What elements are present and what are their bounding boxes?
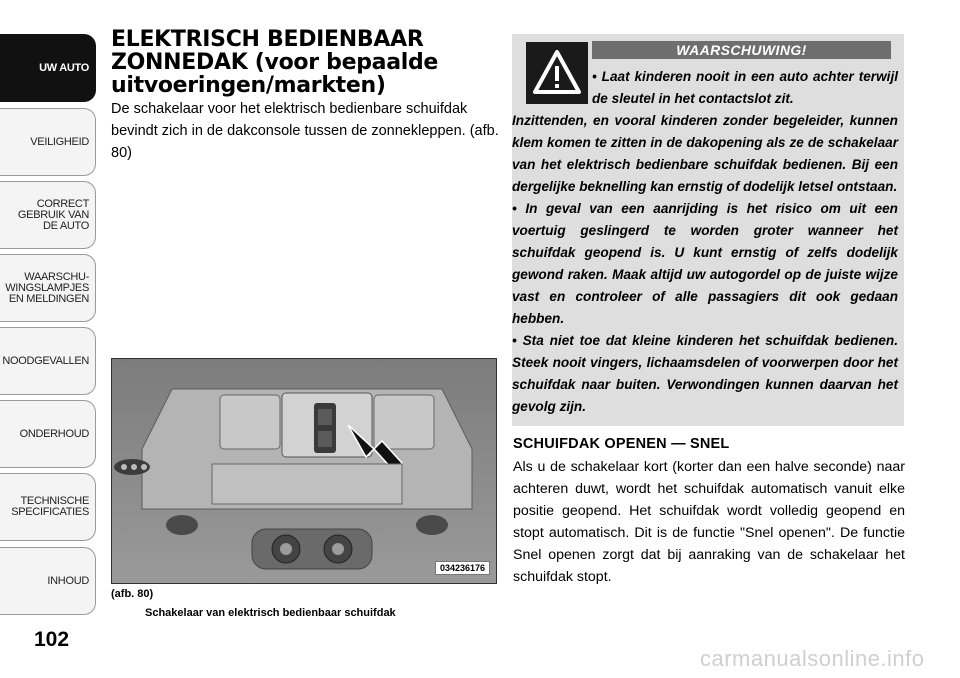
subsection-body: Als u de schakelaar kort (korter dan een halve seconde) naar achteren duwt, wordt het schuifdak automatisch vanuit elke positie geopend. Het schuifdak wordt volledig geopend en stopt automatisch. Dit is de functie "Snel openen". De functie Snel openen zorgt dat bij aanraking van de schakelaar het schuifdak stopt.: [513, 459, 905, 585]
warning-text: [512, 66, 898, 418]
overhead-console-illustration: [112, 359, 497, 584]
warning-heading: WAARSCHUWING!: [592, 41, 891, 59]
warning-item-1-start: • Laat kinderen nooit in een auto achter terwijl de sleutel in het contactslot zit.: [592, 69, 898, 106]
tab-veiligheid[interactable]: VEILIGHEID: [0, 108, 96, 176]
figure-reference: (afb. 80): [111, 588, 154, 600]
tab-technische-specificaties[interactable]: TECHNISCHE SPECIFICATIES: [0, 473, 96, 541]
page-number: 102: [34, 628, 70, 651]
warning-item-2: • In geval van een aanrijding is het risico om uit een voertuig geslingerd te worden groter wanneer het schuifdak geopend is. U kunt ernstig of zelfs dodelijk gewond raken. Maak altijd uw autogordel op de juiste wijze vast en controleer of alle passagiers dit ook gedaan hebben.: [512, 201, 898, 326]
tab-uw-auto[interactable]: UW AUTO: [0, 34, 96, 102]
tab-inhoud[interactable]: INHOUD: [0, 547, 96, 615]
warning-box: [512, 34, 904, 426]
subsection-heading: SCHUIFDAK OPENEN — SNEL: [513, 436, 730, 452]
warning-item-3: • Sta niet toe dat kleine kinderen het schuifdak bedienen. Steek nooit vingers, lichaamsdelen of voorwerpen door het schuifdak naar buiten. Verwondingen kunnen daarvan het gevolg zijn.: [512, 333, 898, 414]
figure-caption: Schakelaar van elektrisch bedienbaar schuifdak: [145, 607, 396, 619]
chapter-sidebar: [0, 0, 100, 678]
tab-waarschuwingslampjes[interactable]: WAARSCHU- WINGSLAMPJES EN MELDINGEN: [0, 254, 96, 322]
tab-onderhoud[interactable]: ONDERHOUD: [0, 400, 96, 468]
sunroof-switch-photo: [111, 358, 497, 584]
tab-noodgevallen[interactable]: NOODGEVALLEN: [0, 327, 96, 395]
figure-code: 034236176: [435, 561, 490, 575]
watermark: carmanualsonline.info: [700, 646, 925, 671]
section-intro: De schakelaar voor het elektrisch bedienbare schuifdak bevindt zich in de dakconsole tussen de zonnekleppen. (afb. 80): [111, 101, 499, 161]
section-title: ELEKTRISCH BEDIENBAAR ZONNEDAK (voor bepaalde uitvoeringen/markten): [111, 27, 439, 98]
tab-correct-gebruik[interactable]: CORRECT GEBRUIK VAN DE AUTO: [0, 181, 96, 249]
warning-item-1-rest: Inzittenden, en vooral kinderen zonder begeleider, kunnen klem komen te zitten in de dakopening als ze de schakelaar van het elektrisch bedienbare schuifdak bedienen. Bij een dergelijke beknelling kan ernstig of dodelijk letsel ontstaan.: [512, 113, 898, 194]
